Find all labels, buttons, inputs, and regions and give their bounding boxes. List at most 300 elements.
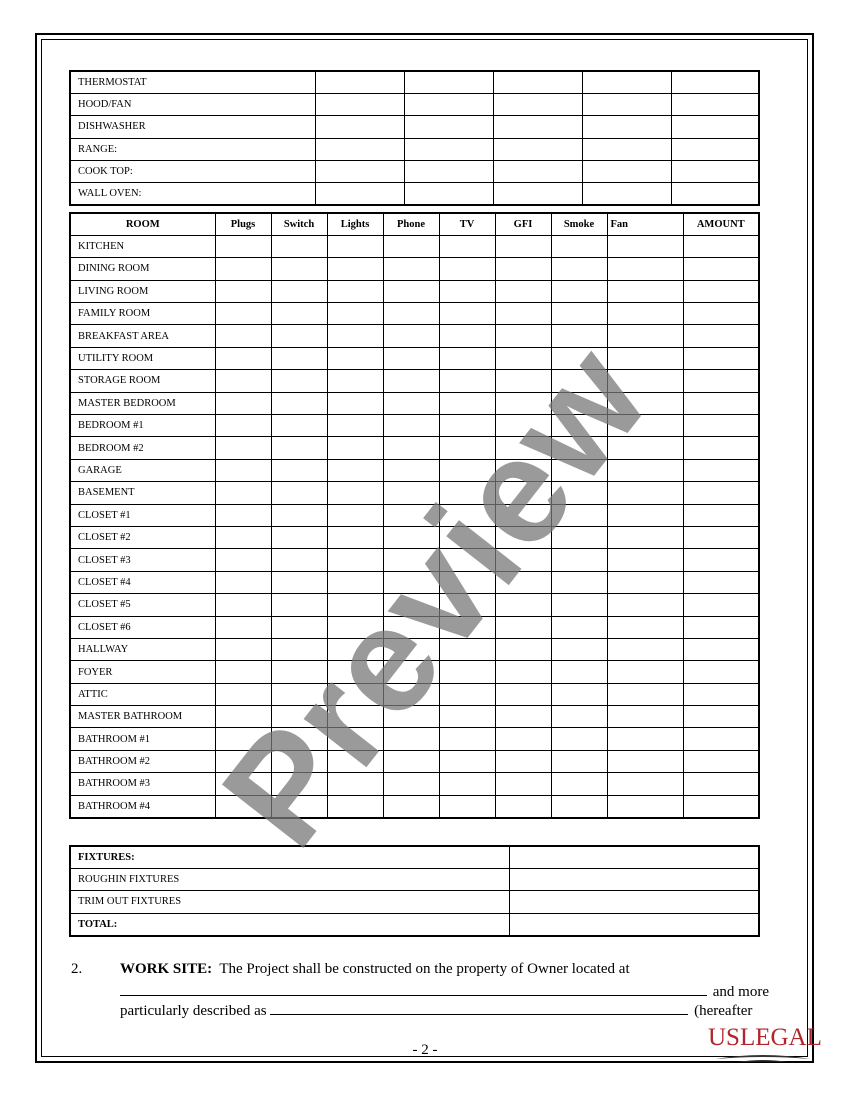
room-cell[interactable]	[551, 459, 607, 481]
room-cell[interactable]	[495, 750, 551, 772]
room-cell[interactable]	[271, 795, 327, 817]
table-row	[70, 706, 759, 728]
room-cell[interactable]	[327, 347, 383, 369]
room-table	[69, 212, 760, 819]
appliance-cell[interactable]	[671, 93, 759, 115]
room-cell[interactable]	[683, 795, 759, 817]
room-cell[interactable]	[607, 661, 683, 683]
appliance-cell[interactable]	[404, 183, 493, 205]
room-cell[interactable]	[215, 594, 271, 616]
room-cell[interactable]	[551, 392, 607, 414]
room-cell[interactable]	[683, 280, 759, 302]
room-cell[interactable]	[439, 347, 495, 369]
table-row	[70, 526, 759, 548]
room-cell[interactable]	[439, 235, 495, 257]
room-cell[interactable]	[215, 347, 271, 369]
room-cell[interactable]	[683, 504, 759, 526]
room-cell[interactable]	[383, 683, 439, 705]
appliance-cell[interactable]	[315, 71, 404, 93]
room-cell[interactable]	[383, 706, 439, 728]
room-cell[interactable]	[327, 638, 383, 660]
section-heading: WORK SITE:	[120, 961, 213, 977]
room-cell[interactable]	[383, 258, 439, 280]
room-cell[interactable]	[215, 549, 271, 571]
room-cell[interactable]	[327, 661, 383, 683]
room-cell[interactable]	[495, 303, 551, 325]
room-cell[interactable]	[495, 594, 551, 616]
appliance-cell[interactable]	[315, 93, 404, 115]
appliance-cell[interactable]	[493, 183, 582, 205]
room-cell[interactable]	[683, 258, 759, 280]
appliance-row	[70, 93, 759, 115]
room-cell[interactable]	[383, 773, 439, 795]
appliance-cell[interactable]	[315, 138, 404, 160]
room-cell[interactable]	[683, 370, 759, 392]
room-label: MASTER BATHROOM	[70, 706, 215, 728]
appliance-cell[interactable]	[404, 116, 493, 138]
room-cell[interactable]	[607, 437, 683, 459]
room-label: LIVING ROOM	[70, 280, 215, 302]
room-cell[interactable]	[383, 504, 439, 526]
room-cell[interactable]	[683, 571, 759, 593]
room-cell[interactable]	[683, 437, 759, 459]
room-cell[interactable]	[683, 638, 759, 660]
appliance-cell[interactable]	[315, 183, 404, 205]
room-cell[interactable]	[439, 303, 495, 325]
room-cell[interactable]	[439, 526, 495, 548]
room-cell[interactable]	[383, 437, 439, 459]
room-cell[interactable]	[215, 571, 271, 593]
room-cell[interactable]	[439, 459, 495, 481]
appliance-cell[interactable]	[582, 138, 671, 160]
room-cell[interactable]	[495, 280, 551, 302]
room-cell[interactable]	[551, 437, 607, 459]
room-cell[interactable]	[551, 638, 607, 660]
room-cell[interactable]	[683, 235, 759, 257]
room-cell[interactable]	[383, 459, 439, 481]
room-cell[interactable]	[383, 728, 439, 750]
table-row	[70, 325, 759, 347]
appliance-cell[interactable]	[315, 161, 404, 183]
room-label: BEDROOM #2	[70, 437, 215, 459]
room-cell[interactable]	[271, 347, 327, 369]
room-cell[interactable]	[327, 795, 383, 817]
room-cell[interactable]	[327, 459, 383, 481]
room-cell[interactable]	[683, 325, 759, 347]
room-cell[interactable]	[439, 325, 495, 347]
room-cell[interactable]	[439, 638, 495, 660]
room-cell[interactable]	[271, 549, 327, 571]
room-cell[interactable]	[215, 392, 271, 414]
room-cell[interactable]	[495, 661, 551, 683]
room-cell[interactable]	[495, 638, 551, 660]
room-cell[interactable]	[683, 415, 759, 437]
room-cell[interactable]	[271, 504, 327, 526]
room-cell[interactable]	[683, 616, 759, 638]
room-cell[interactable]	[551, 415, 607, 437]
room-cell[interactable]	[439, 750, 495, 772]
appliance-row	[70, 183, 759, 205]
room-cell[interactable]	[327, 549, 383, 571]
column-header: Phone	[383, 213, 439, 235]
room-cell[interactable]	[495, 258, 551, 280]
room-cell[interactable]	[327, 504, 383, 526]
room-cell[interactable]	[271, 683, 327, 705]
room-cell[interactable]	[271, 526, 327, 548]
room-cell[interactable]	[383, 325, 439, 347]
room-cell[interactable]	[327, 280, 383, 302]
room-cell[interactable]	[327, 303, 383, 325]
room-cell[interactable]	[551, 504, 607, 526]
room-cell[interactable]	[551, 549, 607, 571]
room-cell[interactable]	[495, 526, 551, 548]
room-cell[interactable]	[271, 370, 327, 392]
room-cell[interactable]	[327, 571, 383, 593]
room-cell[interactable]	[495, 437, 551, 459]
room-cell[interactable]	[383, 616, 439, 638]
room-cell[interactable]	[271, 773, 327, 795]
room-cell[interactable]	[439, 504, 495, 526]
appliance-row	[70, 116, 759, 138]
room-cell[interactable]	[439, 482, 495, 504]
room-cell[interactable]	[551, 616, 607, 638]
room-cell[interactable]	[607, 638, 683, 660]
room-cell[interactable]	[439, 683, 495, 705]
room-cell[interactable]	[607, 616, 683, 638]
room-cell[interactable]	[495, 549, 551, 571]
room-cell[interactable]	[215, 303, 271, 325]
room-cell[interactable]	[383, 482, 439, 504]
room-cell[interactable]	[683, 773, 759, 795]
appliance-cell[interactable]	[493, 161, 582, 183]
appliance-cell[interactable]	[404, 161, 493, 183]
room-cell[interactable]	[607, 459, 683, 481]
address-blank[interactable]	[120, 980, 707, 996]
room-cell[interactable]	[383, 638, 439, 660]
room-cell[interactable]	[439, 706, 495, 728]
room-cell[interactable]	[271, 437, 327, 459]
room-cell[interactable]	[439, 661, 495, 683]
table-row	[70, 415, 759, 437]
room-cell[interactable]	[495, 325, 551, 347]
room-cell[interactable]	[495, 728, 551, 750]
room-cell[interactable]	[271, 325, 327, 347]
room-cell[interactable]	[383, 526, 439, 548]
room-cell[interactable]	[495, 459, 551, 481]
table-row	[70, 235, 759, 257]
room-cell[interactable]	[383, 795, 439, 817]
room-cell[interactable]	[607, 750, 683, 772]
room-cell[interactable]	[271, 392, 327, 414]
room-cell[interactable]	[327, 526, 383, 548]
room-cell[interactable]	[607, 594, 683, 616]
fixtures-table	[69, 845, 760, 937]
room-cell[interactable]	[683, 661, 759, 683]
room-cell[interactable]	[607, 773, 683, 795]
room-cell[interactable]	[683, 706, 759, 728]
room-cell[interactable]	[551, 594, 607, 616]
room-cell[interactable]	[607, 325, 683, 347]
room-cell[interactable]	[383, 347, 439, 369]
appliance-cell[interactable]	[582, 116, 671, 138]
room-cell[interactable]	[271, 235, 327, 257]
room-cell[interactable]	[439, 795, 495, 817]
room-cell[interactable]	[495, 504, 551, 526]
room-cell[interactable]	[271, 482, 327, 504]
room-cell[interactable]	[683, 549, 759, 571]
room-label: MASTER BEDROOM	[70, 392, 215, 414]
room-cell[interactable]	[271, 415, 327, 437]
room-cell[interactable]	[607, 504, 683, 526]
room-cell[interactable]	[327, 773, 383, 795]
room-cell[interactable]	[607, 280, 683, 302]
room-cell[interactable]	[327, 683, 383, 705]
appliance-cell[interactable]	[671, 161, 759, 183]
room-cell[interactable]	[271, 303, 327, 325]
room-cell[interactable]	[551, 303, 607, 325]
room-cell[interactable]	[215, 795, 271, 817]
fixtures-header-row	[70, 846, 759, 868]
room-cell[interactable]	[383, 235, 439, 257]
room-cell[interactable]	[551, 235, 607, 257]
room-cell[interactable]	[215, 482, 271, 504]
room-cell[interactable]	[607, 526, 683, 548]
room-cell[interactable]	[215, 280, 271, 302]
room-cell[interactable]	[327, 392, 383, 414]
appliance-cell[interactable]	[404, 138, 493, 160]
room-cell[interactable]	[607, 303, 683, 325]
room-cell[interactable]	[439, 280, 495, 302]
room-cell[interactable]	[551, 661, 607, 683]
room-cell[interactable]	[683, 728, 759, 750]
room-cell[interactable]	[327, 728, 383, 750]
room-cell[interactable]	[607, 258, 683, 280]
room-cell[interactable]	[551, 280, 607, 302]
room-cell[interactable]	[383, 370, 439, 392]
room-cell[interactable]	[327, 594, 383, 616]
room-cell[interactable]	[683, 594, 759, 616]
room-cell[interactable]	[495, 773, 551, 795]
column-header: Smoke	[551, 213, 607, 235]
room-cell[interactable]	[327, 235, 383, 257]
room-cell[interactable]	[551, 482, 607, 504]
room-cell[interactable]	[327, 437, 383, 459]
room-cell[interactable]	[683, 526, 759, 548]
room-cell[interactable]	[327, 750, 383, 772]
room-cell[interactable]	[551, 750, 607, 772]
room-cell[interactable]	[271, 728, 327, 750]
room-cell[interactable]	[683, 392, 759, 414]
room-cell[interactable]	[495, 571, 551, 593]
room-cell[interactable]	[607, 415, 683, 437]
room-cell[interactable]	[271, 594, 327, 616]
appliance-cell[interactable]	[404, 93, 493, 115]
room-cell[interactable]	[607, 728, 683, 750]
appliance-cell[interactable]	[582, 71, 671, 93]
room-cell[interactable]	[495, 235, 551, 257]
room-cell[interactable]	[271, 638, 327, 660]
room-cell[interactable]	[551, 773, 607, 795]
room-cell[interactable]	[215, 258, 271, 280]
room-cell[interactable]	[495, 370, 551, 392]
room-cell[interactable]	[439, 437, 495, 459]
room-cell[interactable]	[383, 661, 439, 683]
room-cell[interactable]	[439, 392, 495, 414]
appliance-cell[interactable]	[315, 116, 404, 138]
room-cell[interactable]	[327, 415, 383, 437]
room-cell[interactable]	[495, 347, 551, 369]
room-cell[interactable]	[439, 773, 495, 795]
room-cell[interactable]	[215, 773, 271, 795]
room-cell[interactable]	[271, 750, 327, 772]
room-cell[interactable]	[495, 392, 551, 414]
room-label: FOYER	[70, 661, 215, 683]
room-cell[interactable]	[215, 235, 271, 257]
appliance-cell[interactable]	[404, 71, 493, 93]
room-cell[interactable]	[551, 728, 607, 750]
room-cell[interactable]	[683, 459, 759, 481]
description-blank[interactable]	[270, 999, 688, 1015]
room-cell[interactable]	[327, 706, 383, 728]
room-cell[interactable]	[215, 750, 271, 772]
table-row	[70, 773, 759, 795]
room-cell[interactable]	[607, 235, 683, 257]
room-cell[interactable]	[383, 303, 439, 325]
appliance-label: RANGE:	[70, 138, 315, 160]
appliance-cell[interactable]	[493, 138, 582, 160]
room-cell[interactable]	[327, 616, 383, 638]
room-cell[interactable]	[271, 661, 327, 683]
room-cell[interactable]	[271, 571, 327, 593]
table-row	[70, 594, 759, 616]
appliance-cell[interactable]	[671, 183, 759, 205]
room-cell[interactable]	[215, 526, 271, 548]
room-cell[interactable]	[215, 661, 271, 683]
room-cell[interactable]	[495, 706, 551, 728]
room-cell[interactable]	[607, 683, 683, 705]
room-cell[interactable]	[383, 750, 439, 772]
room-cell[interactable]	[439, 258, 495, 280]
room-cell[interactable]	[327, 325, 383, 347]
room-cell[interactable]	[551, 258, 607, 280]
appliance-cell[interactable]	[671, 138, 759, 160]
room-cell[interactable]	[439, 616, 495, 638]
room-cell[interactable]	[215, 437, 271, 459]
room-cell[interactable]	[607, 571, 683, 593]
room-cell[interactable]	[215, 370, 271, 392]
table-row	[70, 616, 759, 638]
room-cell[interactable]	[551, 347, 607, 369]
room-cell[interactable]	[215, 325, 271, 347]
section-text-2: particularly described as	[120, 1003, 267, 1019]
room-cell[interactable]	[551, 683, 607, 705]
room-cell[interactable]	[683, 303, 759, 325]
appliance-label: HOOD/FAN	[70, 93, 315, 115]
appliance-cell[interactable]	[493, 93, 582, 115]
room-cell[interactable]	[215, 504, 271, 526]
room-label: CLOSET #2	[70, 526, 215, 548]
room-cell[interactable]	[327, 258, 383, 280]
appliance-cell[interactable]	[493, 71, 582, 93]
room-cell[interactable]	[607, 706, 683, 728]
appliance-cell[interactable]	[582, 93, 671, 115]
room-label: CLOSET #6	[70, 616, 215, 638]
table-row	[70, 392, 759, 414]
room-cell[interactable]	[607, 370, 683, 392]
room-cell[interactable]	[439, 728, 495, 750]
room-cell[interactable]	[683, 683, 759, 705]
room-cell[interactable]	[551, 526, 607, 548]
room-cell[interactable]	[607, 347, 683, 369]
room-cell[interactable]	[495, 683, 551, 705]
room-cell[interactable]	[439, 594, 495, 616]
room-cell[interactable]	[439, 571, 495, 593]
room-cell[interactable]	[383, 549, 439, 571]
room-cell[interactable]	[551, 571, 607, 593]
room-cell[interactable]	[383, 571, 439, 593]
room-cell[interactable]	[551, 795, 607, 817]
room-cell[interactable]	[383, 392, 439, 414]
logo-swoosh-icon	[708, 1053, 818, 1065]
room-cell[interactable]	[215, 616, 271, 638]
room-cell[interactable]	[607, 482, 683, 504]
appliance-cell[interactable]	[582, 183, 671, 205]
room-cell[interactable]	[215, 459, 271, 481]
room-cell[interactable]	[495, 795, 551, 817]
room-cell[interactable]	[327, 482, 383, 504]
room-cell[interactable]	[551, 370, 607, 392]
room-cell[interactable]	[271, 280, 327, 302]
room-cell[interactable]	[439, 415, 495, 437]
room-label: BREAKFAST AREA	[70, 325, 215, 347]
room-cell[interactable]	[383, 594, 439, 616]
room-cell[interactable]	[215, 415, 271, 437]
fixtures-row	[70, 891, 759, 913]
room-cell[interactable]	[215, 728, 271, 750]
room-cell[interactable]	[215, 683, 271, 705]
appliance-table	[69, 70, 760, 206]
room-cell[interactable]	[683, 482, 759, 504]
appliance-cell[interactable]	[493, 116, 582, 138]
room-cell[interactable]	[215, 706, 271, 728]
column-header: Switch	[271, 213, 327, 235]
room-cell[interactable]	[683, 347, 759, 369]
room-cell[interactable]	[495, 415, 551, 437]
room-cell[interactable]	[607, 392, 683, 414]
room-cell[interactable]	[215, 638, 271, 660]
room-cell[interactable]	[271, 258, 327, 280]
appliance-cell[interactable]	[582, 161, 671, 183]
room-cell[interactable]	[327, 370, 383, 392]
room-cell[interactable]	[271, 706, 327, 728]
room-cell[interactable]	[495, 482, 551, 504]
room-cell[interactable]	[439, 370, 495, 392]
room-cell[interactable]	[551, 325, 607, 347]
room-cell[interactable]	[271, 616, 327, 638]
room-cell[interactable]	[607, 549, 683, 571]
room-cell[interactable]	[383, 415, 439, 437]
room-cell[interactable]	[271, 459, 327, 481]
room-cell[interactable]	[683, 750, 759, 772]
appliance-cell[interactable]	[671, 71, 759, 93]
room-cell[interactable]	[439, 549, 495, 571]
appliance-cell[interactable]	[671, 116, 759, 138]
room-cell[interactable]	[607, 795, 683, 817]
table-row	[70, 661, 759, 683]
room-cell[interactable]	[551, 706, 607, 728]
room-cell[interactable]	[383, 280, 439, 302]
room-cell[interactable]	[495, 616, 551, 638]
